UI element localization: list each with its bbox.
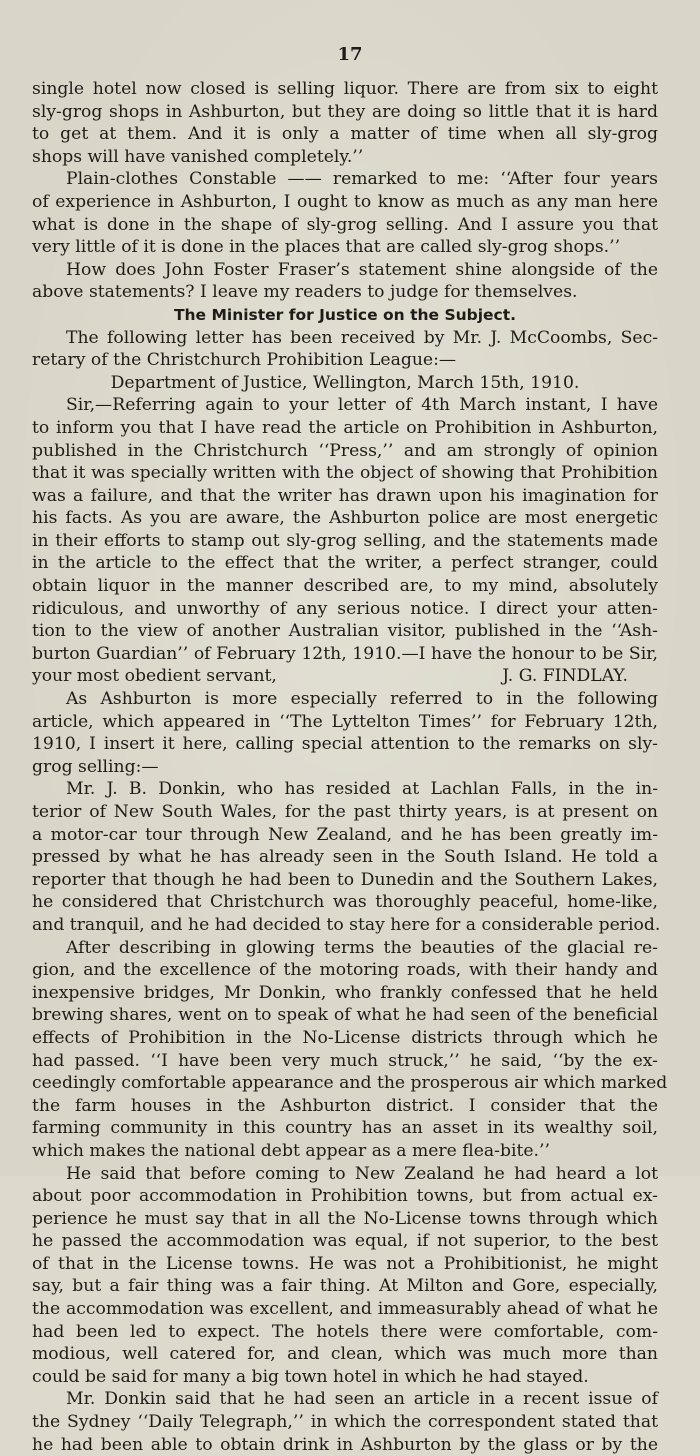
text-line: burton Guardian’’ of February 12th, 1910.—I have the honour to be Sir,	[32, 643, 658, 664]
text-line: After describing in glowing terms the beauties of the glacial re-	[66, 937, 658, 958]
text-line: terior of New South Wales, for the past thirty years, is at present on	[32, 802, 658, 822]
text-line: He said that before coming to New Zealand he had heard a lot	[66, 1163, 658, 1184]
text-line: inexpensive bridges, Mr Donkin, who frankly confessed that he held	[32, 982, 658, 1003]
text-line: published in the Christchurch ‘‘Press,’’ and am strongly of opinion	[32, 440, 658, 461]
text-line: to inform you that I have read the article on Prohibition in Ashburton,	[32, 417, 658, 438]
text-line: How does John Foster Fraser’s statement shine alongside of the	[66, 259, 658, 280]
text-line: Mr. J. B. Donkin, who has resided at Lachlan Falls, in the in-	[66, 779, 658, 800]
signature-closing: your most obedient servant,	[32, 666, 277, 687]
text-line: Sir,—Referring again to your letter of 4th March instant, I have	[66, 395, 658, 416]
text-line: he considered that Christchurch was thoroughly peaceful, home-like,	[32, 892, 658, 913]
text-line: about poor accommodation in Prohibition towns, but from actual ex-	[32, 1186, 658, 1207]
text-line: retary of the Christchurch Prohibition League:—	[32, 350, 457, 371]
text-line: say, but a fair thing was a fair thing. At Milton and Gore, especially,	[32, 1276, 658, 1297]
text-line: that it was specially written with the object of showing that Prohibition	[32, 463, 658, 484]
text-line: single hotel now closed is selling liquor. There are from six to eight	[32, 79, 658, 99]
text-line: gion, and the excellence of the motoring roads, with their handy and	[32, 960, 658, 981]
text-line: perience he must say that in all the No-License towns through which	[32, 1208, 658, 1229]
text-line: modious, well catered for, and clean, which was much more than	[32, 1344, 658, 1365]
text-line: obtain liquor in the manner described are, to my mind, absolutely	[32, 576, 658, 597]
text-line: of experience in Ashburton, I ought to know as much as any man here	[32, 191, 658, 212]
text-line: ridiculous, and unworthy of any serious notice. I direct your atten-	[32, 598, 658, 619]
text-line: Plain-clothes Constable —— remarked to me: ‘‘After four years	[66, 169, 658, 190]
text-line: was a failure, and that the writer has drawn upon his imagination for	[32, 485, 658, 506]
text-line: he had been able to obtain drink in Ashburton by the glass or by the	[32, 1434, 658, 1455]
text-line: the accommodation was excellent, and immeasurably ahead of what he	[32, 1299, 658, 1320]
text-line: a motor-car tour through New Zealand, and he has been greatly im-	[32, 824, 658, 845]
page-number: 17	[337, 44, 363, 65]
text-line: brewing shares, went on to speak of what he had seen of the beneficial	[32, 1005, 658, 1026]
text-line: and tranquil, and he had decided to stay here for a considerable period.	[32, 914, 661, 935]
text-line: pressed by what he has already seen in the South Island. He told a	[32, 847, 658, 868]
text-line: article, which appeared in ‘‘The Lyttelton Times’’ for February 12th,	[32, 711, 658, 732]
text-line: ceedingly comfortable appearance and the prosperous air which marked	[32, 1073, 668, 1094]
text-line: had been led to expect. The hotels there were comfortable, com-	[32, 1321, 658, 1342]
text-line: in the article to the effect that the writer, a perfect stranger, could	[32, 553, 658, 574]
text-line: could be said for many a big town hotel in which he had stayed.	[32, 1366, 589, 1387]
text-line: Mr. Donkin said that he had seen an article in a recent issue of	[66, 1389, 658, 1410]
text-line: very little of it is done in the places that are called sly-grog shops.’’	[32, 237, 621, 258]
text-line: in their efforts to stamp out sly-grog selling, and the statements made	[32, 530, 658, 551]
text-line: effects of Prohibition in the No-License districts through which he	[32, 1027, 658, 1048]
text-line: which makes the national debt appear as a mere flea-bite.’’	[32, 1140, 550, 1161]
text-line: grog selling:—	[32, 756, 159, 777]
text-line: shops will have vanished completely.’’	[32, 146, 364, 167]
text-line: 1910, I insert it here, calling special attention to the remarks on sly-	[32, 734, 658, 755]
text-line: the farm houses in the Ashburton district. I consider that the	[32, 1095, 658, 1116]
text-block-1	[32, 78, 658, 665]
text-line: above statements? I leave my readers to judge for themselves.	[32, 282, 578, 303]
text-line: farming community in this country has an asset in its wealthy soil,	[32, 1118, 658, 1139]
section-heading: The Minister for Justice on the Subject.	[173, 305, 517, 324]
text-line: tion to the view of another Australian visitor, published in the ‘‘Ash-	[32, 621, 658, 642]
text-line: sly-grog shops in Ashburton, but they are doing so little that it is hard	[32, 101, 658, 122]
signature-name: J. G. FINDLAY.	[502, 666, 628, 687]
body-text	[32, 78, 668, 1456]
text-line: The following letter has been received by Mr. J. McCoombs, Sec-	[66, 327, 658, 348]
text-block-2	[32, 688, 668, 1456]
text-line: of that in the License towns. He was not a Prohibitionist, he might	[32, 1253, 658, 1274]
text-line: to get at them. And it is only a matter of time when all sly-grog	[32, 124, 658, 145]
text-line: what is done in the shape of sly-grog selling. And I assure you that	[32, 214, 658, 235]
text-line: reporter that though he had been to Dunedin and the Southern Lakes,	[32, 869, 658, 890]
text-line: As Ashburton is more especially referred to in the following	[66, 689, 658, 710]
text-line: had passed. ‘‘I have been very much struck,’’ he said, ‘‘by the ex-	[32, 1050, 658, 1071]
text-line: the Sydney ‘‘Daily Telegraph,’’ in which the correspondent stated that	[32, 1412, 658, 1433]
text-line: Department of Justice, Wellington, March 15th, 1910.	[110, 372, 580, 393]
signature-line	[32, 665, 658, 688]
text-line: his facts. As you are aware, the Ashburton police are most energetic	[32, 508, 658, 529]
text-line: he passed the accommodation was equal, if not superior, to the best	[32, 1231, 658, 1252]
